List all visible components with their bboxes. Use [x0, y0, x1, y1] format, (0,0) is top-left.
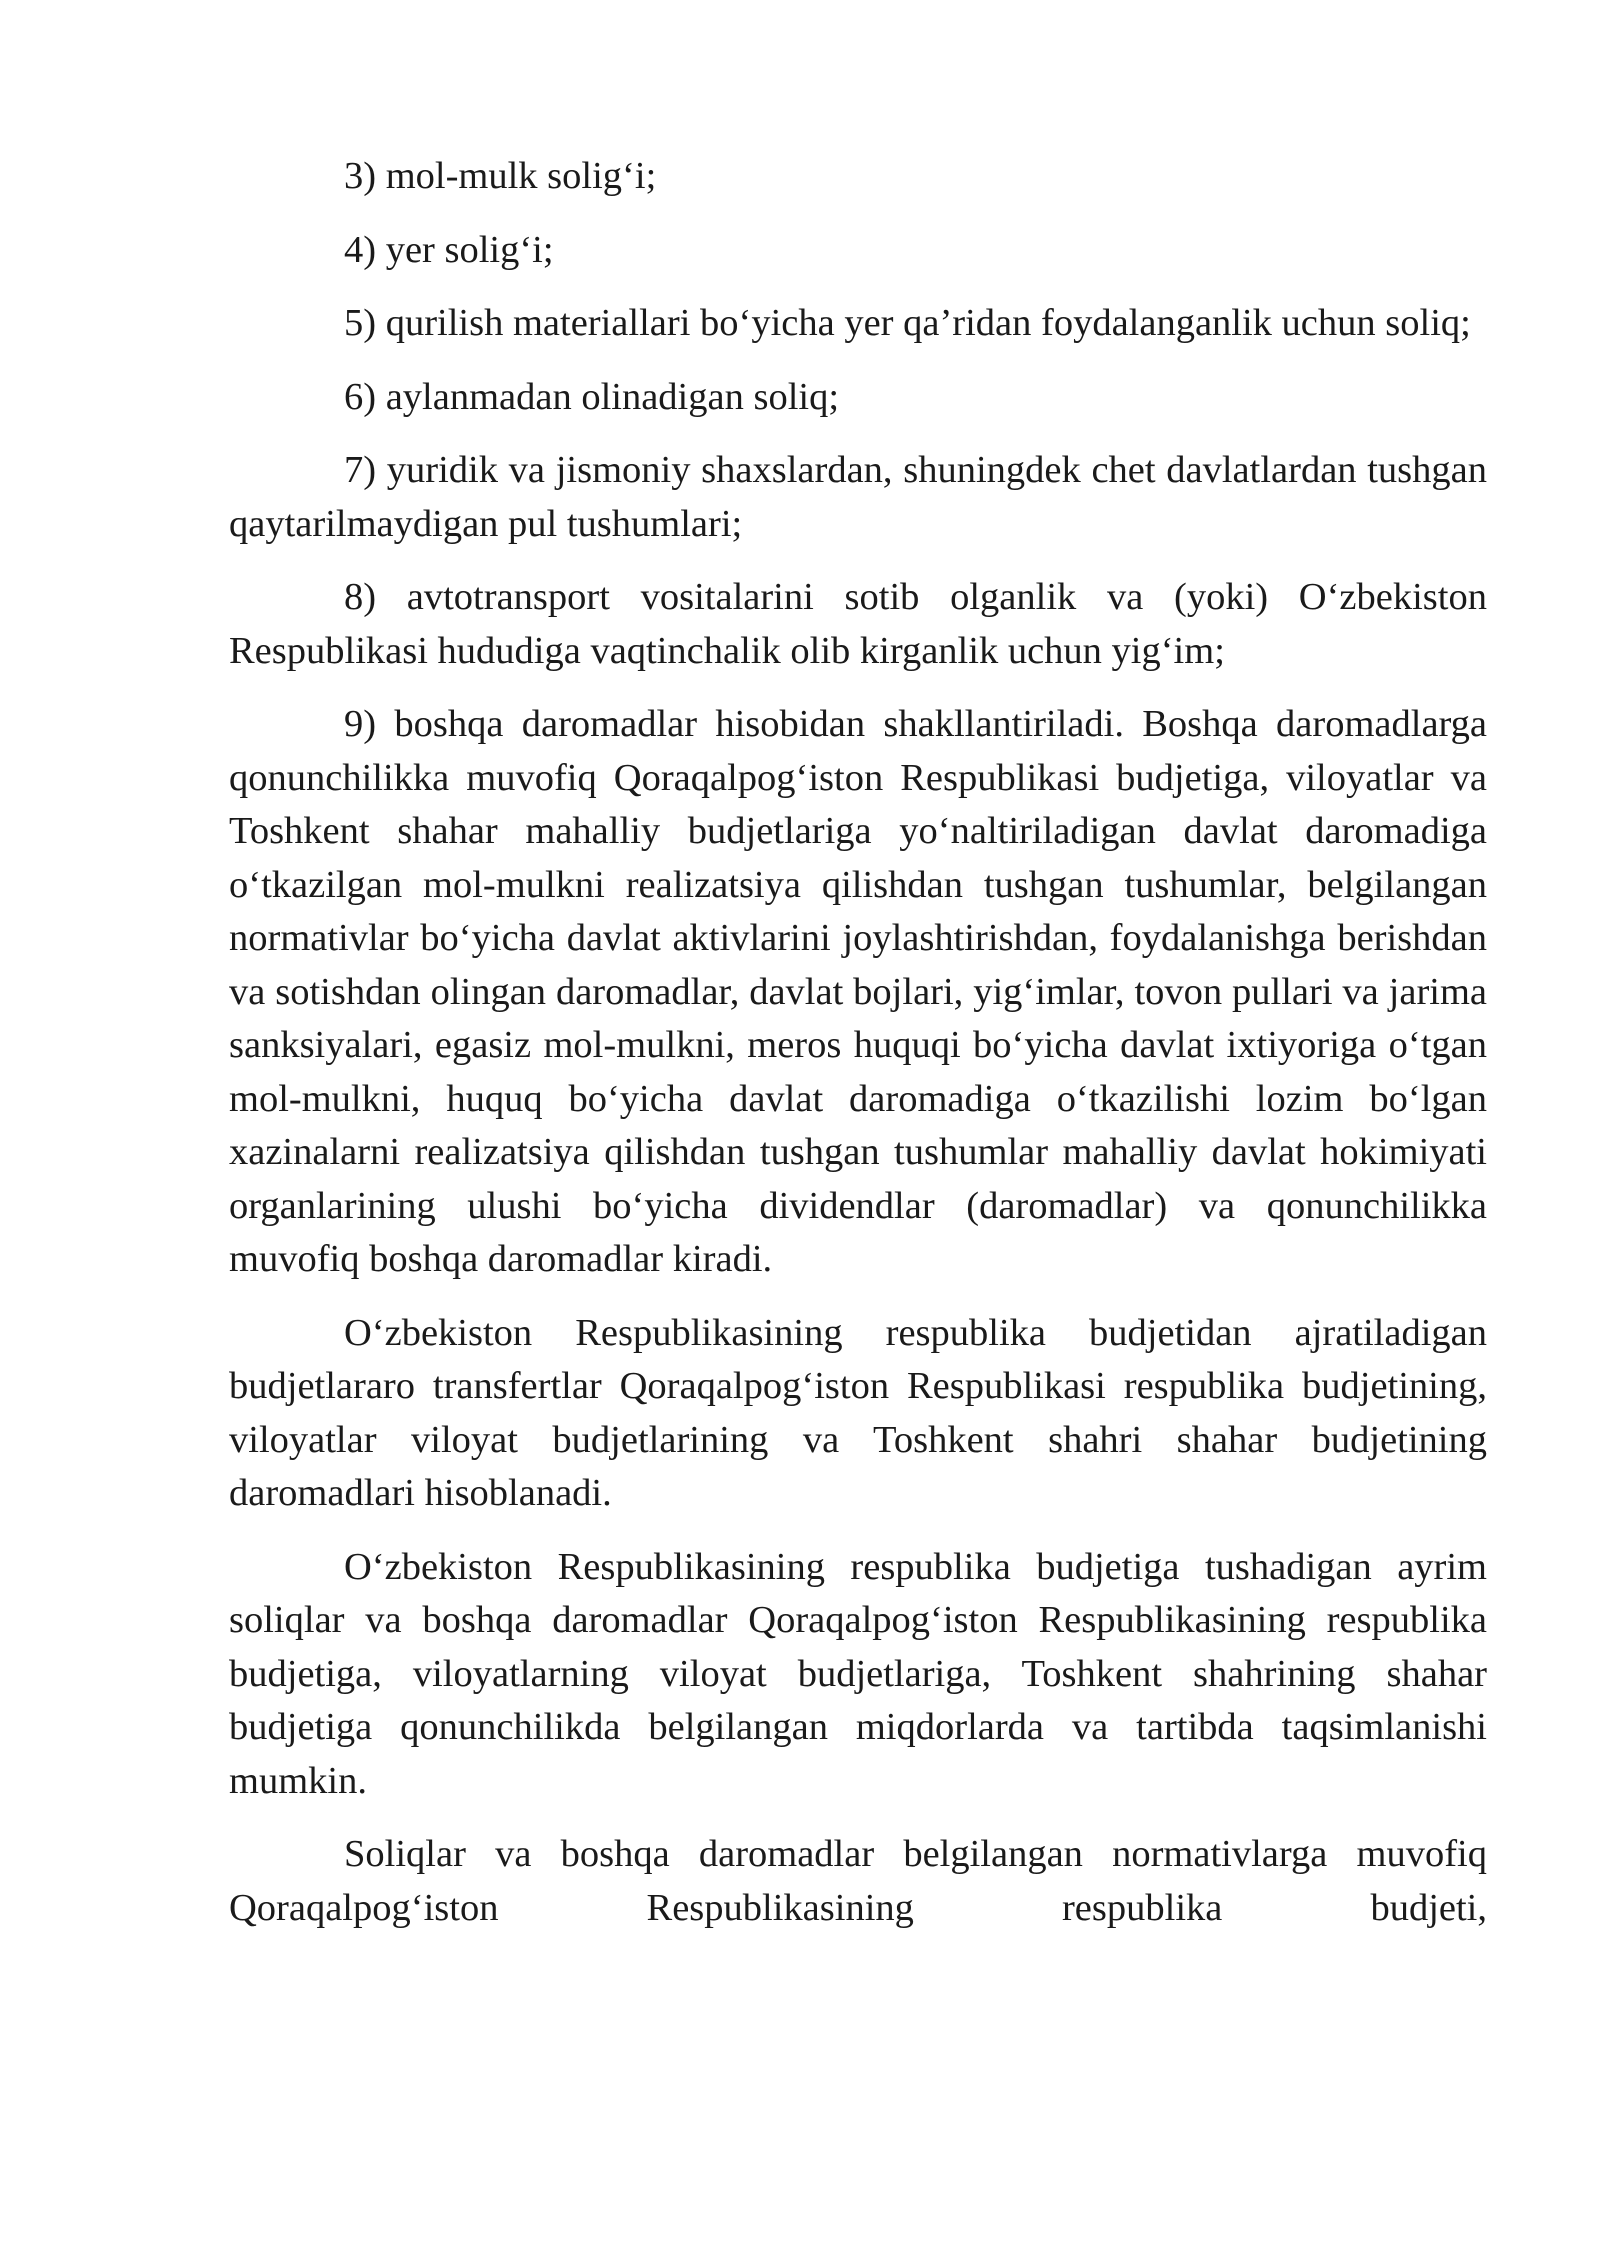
list-item-land-tax: 4) yer solig‘i;: [344, 228, 554, 271]
list-item-turnover-tax: 6) aylanmadan olinadigan soliq;: [344, 375, 840, 418]
list-item-subsoil-tax: 5) qurilish materiallari bo‘yicha yer qa’ridan foydalanganlik uchun soliq;: [344, 302, 1471, 344]
paragraph-tax-distribution: O‘zbekiston Respublikasining respublika budjetiga tushadigan ayrim soliqlar va boshqa daromadlar Qoraqalpog‘iston Respublikasining respublika budjetiga, viloyatlarning viloyat budjetlariga, Toshkent shahrining shahar budjetiga qonunchilikda belgilangan miqdorlarda va tartibda taqsimlanishi mumkin.: [229, 1545, 1487, 1802]
paragraph-transfers: O‘zbekiston Respublikasining respublika budjetidan ajratiladigan budjetlararo transfertlar Qoraqalpog‘iston Respublikasi respublika budjetining, viloyatlar viloyat budjetlarining va Toshkent shahri shahar budjetining daromadlari hisoblanadi.: [229, 1311, 1487, 1514]
document-body: [229, 150, 1487, 1935]
list-item-property-tax: 3) mol-mulk solig‘i;: [344, 155, 657, 197]
list-item-other-income: 9) boshqa daromadlar hisobidan shakllantiriladi. Boshqa daromadlarga qonunchilikka muvofiq Qoraqalpog‘iston Respublikasi budjetiga, viloyatlar va Toshkent shahar mahalliy budjetlariga yo‘naltiriladigan davlat daromadiga o‘tkazilgan mol-mulkni realizatsiya qilishdan tushgan tushumlar, belgilangan normativlar bo‘yicha davlat aktivlarini joylashtirishdan, foydalanishga berishdan va sotishdan olingan daromadlar, davlat bojlari, yig‘imlar, tovon pullari va jarima sanksiyalari, egasiz mol-mulkni, meros huquqi bo‘yicha davlat ixtiyoriga o‘tgan mol-mulkni, huquq bo‘yicha davlat daromadiga o‘tkazilishi lozim bo‘lgan xazinalarni realizatsiya qilishdan tushgan tushumlar mahalliy davlat hokimiyati organlarining ulushi bo‘yicha dividendlar (daromadlar) va qonunchilikka muvofiq boshqa daromadlar kiradi.: [229, 703, 1487, 1280]
paragraph-normatives: Soliqlar va boshqa daromadlar belgilangan normativlarga muvofiq Qoraqalpog‘iston Respublikasining respublika budjeti,: [229, 1833, 1487, 1929]
list-item-vehicle-fee: 8) avtotransport vositalarini sotib olganlik va (yoki) O‘zbekiston Respublikasi hududiga vaqtinchalik olib kirganlik uchun yig‘im;: [229, 576, 1487, 672]
list-item-gratuitous-receipts: 7) yuridik va jismoniy shaxslardan, shuningdek chet davlatlardan tushgan qaytarilmaydigan pul tushumlari;: [229, 449, 1487, 545]
